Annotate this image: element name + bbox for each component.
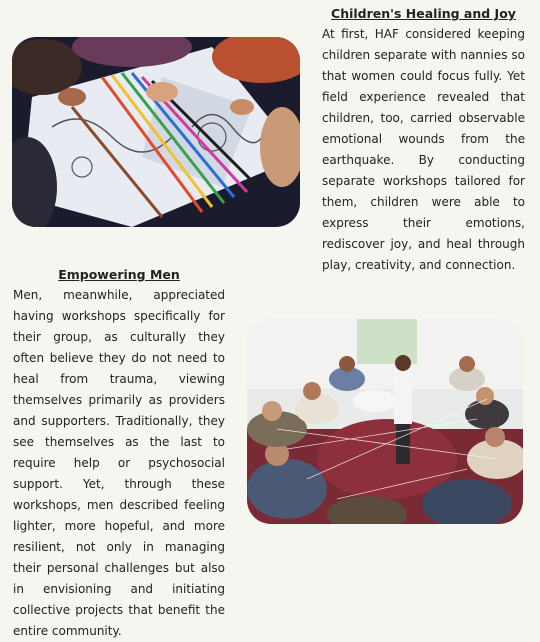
children-coloring-photo xyxy=(12,37,300,227)
children-paragraph: At first, HAF considered keeping children separate with nannies so that women could focus fully. Yet field experience revealed that children, too, carried observable emotional wounds from the earthquake. By conducting separate workshops tailored for them, children were able to express their emotions, rediscover joy, and heal through play, creativity, and connection. xyxy=(322,27,525,272)
men-section xyxy=(13,267,225,642)
children-heading: Children's Healing and Joy xyxy=(331,6,516,21)
men-heading: Empowering Men xyxy=(58,267,180,282)
men-workshop-photo xyxy=(247,319,523,524)
men-paragraph: Men, meanwhile, appreciated having workshops specifically for their group, as culturally they often believe they do not need to heal from trauma, viewing themselves primarily as providers and supporters. Traditionally, they see themselves as the last to require help or psychosocial support. Yet, through these workshops, men described feeling lighter, more hopeful, and more resilient, not only in managing their personal challenges but also in envisioning and initiating collective projects that benefit the entire community. xyxy=(13,288,225,638)
children-section xyxy=(322,6,525,276)
